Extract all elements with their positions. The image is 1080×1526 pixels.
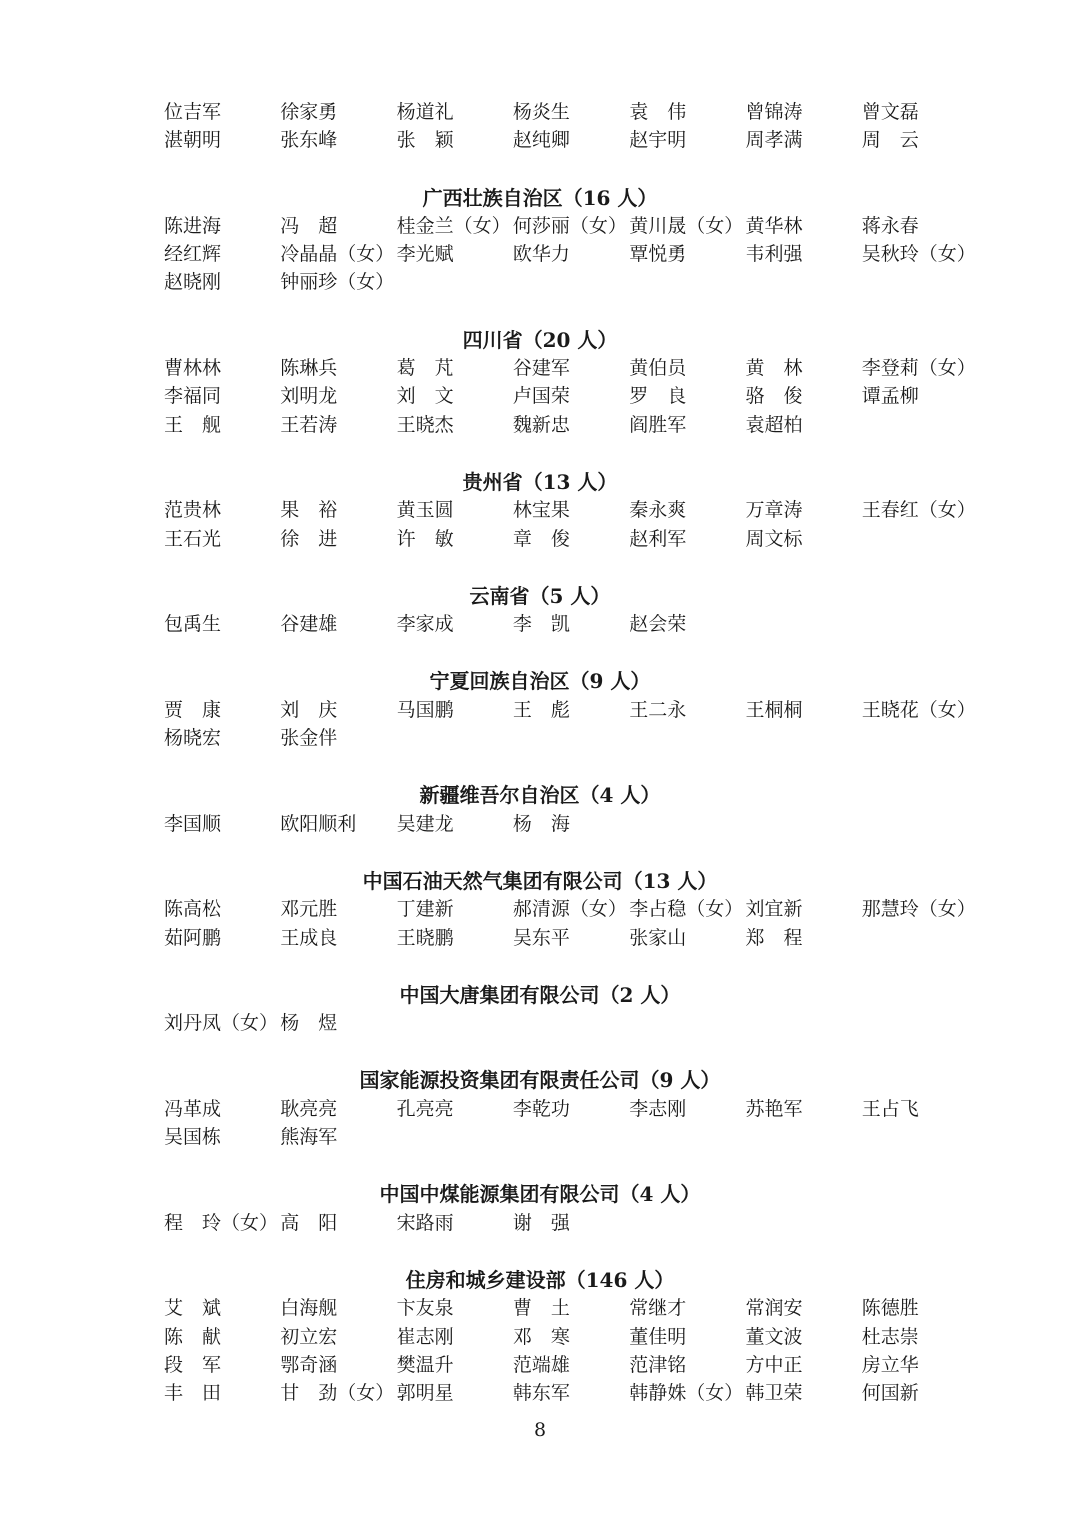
person-name: 卢国荣 — [512, 385, 570, 408]
person-name: 王晓杰 — [396, 413, 454, 436]
section — [164, 867, 984, 952]
person-name: 钟丽珍（女） — [280, 271, 395, 294]
person-name: 赵纯卿 — [512, 129, 570, 152]
person-name: 位吉军 — [164, 101, 222, 123]
person-name: 常润安 — [745, 1297, 803, 1320]
name-row — [164, 268, 984, 296]
person-name: 丁建新 — [396, 898, 454, 921]
person-name: 宋路雨 — [396, 1211, 454, 1234]
section-heading: 广西壮族自治区（16 人） — [422, 185, 658, 210]
person-name: 刘明龙 — [280, 385, 338, 408]
section — [164, 326, 984, 439]
person-name: 郑 程 — [745, 926, 803, 949]
person-name: 范贵林 — [164, 499, 222, 522]
name-row — [164, 696, 984, 724]
person-name: 刘 文 — [396, 385, 454, 408]
name-row — [164, 895, 984, 923]
person-name: 王 彪 — [512, 698, 570, 721]
name-row — [164, 1123, 984, 1151]
person-name: 吴秋玲（女） — [861, 243, 976, 266]
person-name: 杨晓宏 — [164, 727, 222, 750]
person-name: 杜志崇 — [861, 1325, 919, 1348]
person-name: 张东峰 — [280, 129, 338, 152]
person-name: 葛 芃 — [396, 357, 454, 380]
name-row — [164, 724, 984, 752]
person-name: 谷建雄 — [280, 613, 338, 636]
person-name: 冯革成 — [164, 1097, 222, 1120]
person-name: 卞友泉 — [396, 1297, 454, 1320]
person-name: 桂金兰（女） — [396, 214, 511, 237]
name-row — [164, 1351, 984, 1379]
name-row — [164, 525, 984, 553]
person-name: 苏艳军 — [745, 1097, 803, 1120]
person-name: 谭孟柳 — [861, 385, 919, 408]
person-name: 李乾功 — [512, 1097, 570, 1120]
person-name: 高 阳 — [280, 1211, 338, 1234]
person-name: 魏新忠 — [512, 413, 570, 436]
person-name: 董佳明 — [629, 1325, 687, 1348]
person-name: 王若涛 — [280, 413, 338, 436]
person-name: 程 玲（女） — [164, 1211, 279, 1234]
person-name: 周孝满 — [745, 129, 803, 152]
person-name: 王晓花（女） — [861, 698, 976, 721]
person-name: 欧阳顺利 — [280, 812, 357, 835]
person-name: 耿亮亮 — [280, 1097, 338, 1120]
person-name: 王桐桐 — [745, 698, 803, 721]
person-name: 周 云 — [861, 129, 919, 152]
person-name: 陈琳兵 — [280, 357, 338, 380]
section-heading: 贵州省（13 人） — [462, 469, 618, 494]
name-row — [164, 240, 984, 268]
person-name: 鄂奇涵 — [280, 1353, 338, 1376]
person-name: 赵宇明 — [629, 129, 687, 152]
person-name: 何莎丽（女） — [512, 214, 627, 237]
person-name: 董文波 — [745, 1325, 803, 1348]
person-name: 许 敏 — [396, 527, 454, 550]
person-name: 杨 煜 — [280, 1012, 338, 1035]
person-name: 刘宜新 — [745, 898, 803, 921]
person-name: 黄川晟（女） — [629, 214, 744, 237]
person-name: 湛朝明 — [164, 129, 222, 152]
person-name: 贾 康 — [164, 698, 222, 721]
person-name: 曾锦涛 — [745, 101, 803, 123]
person-name: 陈德胜 — [861, 1297, 919, 1320]
person-name: 崔志刚 — [396, 1325, 454, 1348]
person-name: 王二永 — [629, 698, 687, 721]
name-row — [164, 1379, 984, 1407]
person-name: 章 俊 — [512, 527, 570, 550]
name-row — [164, 496, 984, 524]
person-name: 黄 林 — [745, 357, 803, 380]
section-heading: 四川省（20 人） — [462, 327, 618, 352]
name-row — [164, 1095, 984, 1123]
person-name: 经红辉 — [164, 243, 222, 266]
person-name: 果 裕 — [280, 499, 338, 522]
person-name: 段 军 — [164, 1353, 222, 1376]
person-name: 韩静姝（女） — [629, 1382, 744, 1405]
document-body — [164, 98, 984, 1407]
section — [164, 1266, 984, 1407]
person-name: 骆 俊 — [745, 385, 803, 408]
name-row — [164, 411, 984, 439]
person-name: 丰 田 — [164, 1382, 222, 1405]
person-name: 吴建龙 — [396, 812, 454, 835]
person-name: 刘丹凤（女） — [164, 1012, 279, 1035]
person-name: 王成良 — [280, 926, 338, 949]
person-name: 那慧玲（女） — [861, 898, 976, 921]
person-name: 张 颖 — [396, 129, 454, 152]
person-name: 黄玉圆 — [396, 499, 454, 522]
name-row — [164, 924, 984, 952]
person-name: 陈进海 — [164, 214, 222, 237]
name-row — [164, 1323, 984, 1351]
person-name: 徐 进 — [280, 527, 338, 550]
person-name: 韦利强 — [745, 243, 803, 266]
person-name: 李占稳（女） — [629, 898, 744, 921]
person-name: 李登莉（女） — [861, 357, 976, 380]
section-heading: 中国中煤能源集团有限公司（4 人） — [379, 1182, 701, 1207]
person-name: 李光赋 — [396, 243, 454, 266]
name-row — [164, 98, 984, 126]
person-name: 陈 献 — [164, 1325, 222, 1348]
name-row — [164, 126, 984, 154]
person-name: 李福同 — [164, 385, 222, 408]
person-name: 茹阿鹏 — [164, 926, 222, 949]
person-name: 房立华 — [861, 1353, 919, 1376]
person-name: 邓元胜 — [280, 898, 338, 921]
section-heading: 宁夏回族自治区（9 人） — [429, 669, 651, 694]
person-name: 冷晶晶（女） — [280, 243, 395, 266]
person-name: 王春红（女） — [861, 499, 976, 522]
name-row — [164, 1294, 984, 1322]
person-name: 万章涛 — [745, 499, 803, 522]
name-row — [164, 610, 984, 638]
person-name: 包禹生 — [164, 613, 222, 636]
person-name: 冯 超 — [280, 214, 338, 237]
person-name: 赵晓刚 — [164, 271, 222, 294]
name-row — [164, 810, 984, 838]
person-name: 常继才 — [629, 1297, 687, 1320]
person-name: 王占飞 — [861, 1097, 919, 1120]
person-name: 秦永爽 — [629, 499, 687, 522]
person-name: 王晓鹏 — [396, 926, 454, 949]
person-name: 曹 土 — [512, 1297, 570, 1320]
person-name: 黄伯员 — [629, 357, 687, 380]
section — [164, 184, 984, 297]
person-name: 杨道礼 — [396, 101, 454, 123]
person-name: 马国鹏 — [396, 698, 454, 721]
person-name: 甘 劲（女） — [280, 1382, 395, 1405]
person-name: 谢 强 — [512, 1211, 570, 1234]
person-name: 韩卫荣 — [745, 1382, 803, 1405]
name-row — [164, 1009, 984, 1037]
person-name: 曹林林 — [164, 357, 222, 380]
person-name: 陈高松 — [164, 898, 222, 921]
person-name: 赵会荣 — [629, 613, 687, 636]
person-name: 郭明星 — [396, 1382, 454, 1405]
person-name: 何国新 — [861, 1382, 919, 1405]
person-name: 韩东军 — [512, 1382, 570, 1405]
person-name: 欧华力 — [512, 243, 570, 266]
person-name: 邓 寒 — [512, 1325, 570, 1348]
person-name: 孔亮亮 — [396, 1097, 454, 1120]
section — [164, 468, 984, 553]
section-heading: 新疆维吾尔自治区（4 人） — [419, 783, 661, 808]
person-name: 李 凯 — [512, 613, 570, 636]
person-name: 白海舰 — [280, 1297, 338, 1320]
person-name: 李志刚 — [629, 1097, 687, 1120]
person-name: 郝清源（女） — [512, 898, 627, 921]
person-name: 熊海军 — [280, 1126, 338, 1149]
person-name: 王 舰 — [164, 413, 222, 436]
person-name: 张金伴 — [280, 727, 338, 750]
person-name: 范端雄 — [512, 1353, 570, 1376]
person-name: 杨 海 — [512, 812, 570, 835]
person-name: 吴国栋 — [164, 1126, 222, 1149]
person-name: 张家山 — [629, 926, 687, 949]
name-row — [164, 354, 984, 382]
section-heading: 云南省（5 人） — [469, 583, 611, 608]
person-name: 覃悦勇 — [629, 243, 687, 266]
name-row — [164, 382, 984, 410]
person-name: 罗 良 — [629, 385, 687, 408]
person-name: 袁超柏 — [745, 413, 803, 436]
person-name: 阎胜军 — [629, 413, 687, 436]
person-name: 周文标 — [745, 527, 803, 550]
person-name: 徐家勇 — [280, 101, 338, 123]
person-name: 袁 伟 — [629, 101, 687, 123]
person-name: 李国顺 — [164, 812, 222, 835]
person-name: 方中正 — [745, 1353, 803, 1376]
person-name: 黄华林 — [745, 214, 803, 237]
person-name: 李家成 — [396, 613, 454, 636]
person-name: 刘 庆 — [280, 698, 338, 721]
section-heading: 中国大唐集团有限公司（2 人） — [399, 982, 681, 1007]
section-heading: 国家能源投资集团有限责任公司（9 人） — [359, 1068, 721, 1093]
page-number: 8 — [533, 1419, 547, 1441]
person-name: 林宝果 — [512, 499, 570, 522]
section — [164, 582, 984, 639]
name-row — [164, 1209, 984, 1237]
person-name: 吴东平 — [512, 926, 570, 949]
section-heading: 中国石油天然气集团有限公司（13 人） — [362, 868, 718, 893]
section — [164, 1180, 984, 1237]
person-name: 杨炎生 — [512, 101, 570, 123]
section-heading: 住房和城乡建设部（146 人） — [405, 1267, 675, 1292]
person-name: 蒋永春 — [861, 214, 919, 237]
person-name: 谷建军 — [512, 357, 570, 380]
person-name: 初立宏 — [280, 1325, 338, 1348]
section — [164, 781, 984, 838]
person-name: 曾文磊 — [861, 101, 919, 123]
name-row — [164, 212, 984, 240]
section — [164, 1066, 984, 1151]
person-name: 王石光 — [164, 527, 222, 550]
person-name: 赵利军 — [629, 527, 687, 550]
section — [164, 981, 984, 1038]
person-name: 范津铭 — [629, 1353, 687, 1376]
person-name: 樊温升 — [396, 1353, 454, 1376]
person-name: 艾 斌 — [164, 1297, 222, 1320]
section — [164, 98, 984, 155]
section — [164, 667, 984, 752]
